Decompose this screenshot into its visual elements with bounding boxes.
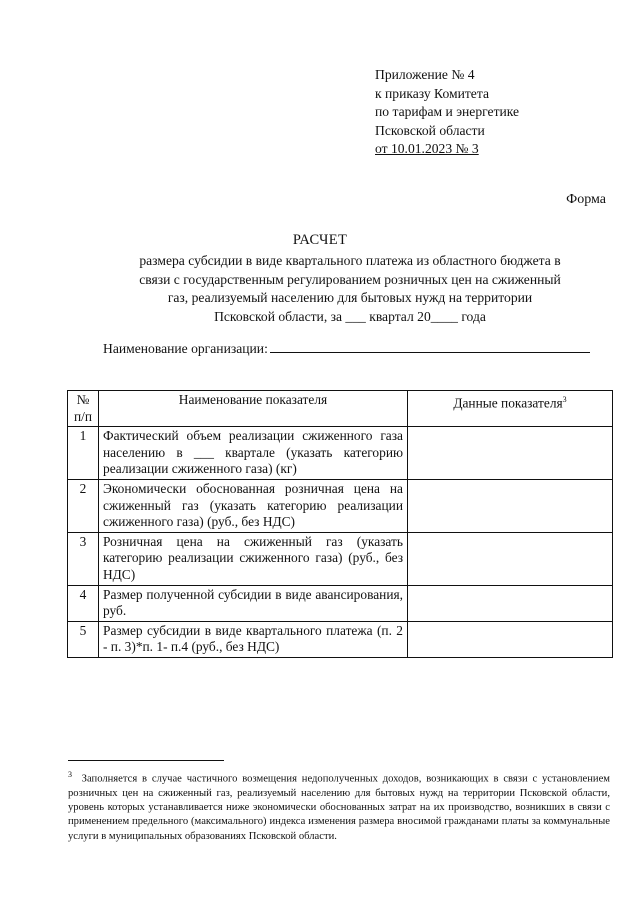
organization-field: [103, 340, 590, 357]
footnote-mark: 3: [68, 770, 72, 779]
header-value: [408, 391, 613, 427]
row-num: 5: [68, 621, 99, 657]
appendix-header: [375, 66, 519, 159]
document-subtitle: [100, 252, 600, 326]
row-num: 2: [68, 479, 99, 532]
row-num: 4: [68, 585, 99, 621]
organization-blank-line[interactable]: [270, 340, 590, 353]
table-row: [68, 621, 613, 657]
subtitle-line: размера субсидии в виде квартального платежа из областного бюджета в: [139, 253, 561, 268]
row-name: Размер субсидии в виде квартального платежа (п. 2 - п. 3)*п. 1- п.4 (руб., без НДС): [99, 621, 408, 657]
row-num: 3: [68, 532, 99, 585]
appendix-order-date: от 10.01.2023 № 3: [375, 141, 479, 157]
row-value-cell[interactable]: [408, 585, 613, 621]
row-num: 1: [68, 427, 99, 480]
row-value-cell[interactable]: [408, 621, 613, 657]
indicators-table: [67, 390, 613, 658]
row-value-cell[interactable]: [408, 479, 613, 532]
appendix-line: к приказу Комитета: [375, 85, 489, 101]
subtitle-line: газ, реализуемый населению для бытовых нужд на территории: [167, 290, 533, 306]
row-name: Экономически обоснованная розничная цена на сжиженный газ (указать категорию реализации сжиженного газа) (руб., без НДС): [99, 479, 408, 532]
footnote-ref: 3: [562, 395, 567, 404]
row-name: Розничная цена на сжиженный газ (указать категорию реализации сжиженного газа) (руб., без НДС): [99, 532, 408, 585]
row-name: Размер полученной субсидии в виде авансирования, руб.: [99, 585, 408, 621]
organization-label: Наименование организации:: [103, 341, 268, 356]
table-row: [68, 585, 613, 621]
table-row: [68, 427, 613, 480]
row-value-cell[interactable]: [408, 532, 613, 585]
table-header-row: [68, 391, 613, 427]
header-num: № п/п: [68, 391, 99, 427]
header-name: Наименование показателя: [99, 391, 408, 427]
appendix-line: по тарифам и энергетике: [375, 104, 520, 120]
form-label: Форма: [566, 192, 606, 207]
table-row: [68, 532, 613, 585]
header-value-label: Данные показателя: [453, 395, 563, 411]
row-value-cell[interactable]: [408, 427, 613, 480]
footnote: [68, 768, 610, 844]
subtitle-line: Псковской области, за ___ квартал 20____ года: [214, 308, 486, 324]
table-row: [68, 479, 613, 532]
document-title: РАСЧЕТ: [292, 232, 348, 248]
appendix-line: Псковской области: [375, 122, 485, 138]
appendix-line: Приложение № 4: [375, 67, 475, 82]
row-name: Фактический объем реализации сжиженного газа населению в ___ квартале (указать категорию реализации сжиженного газа) (кг): [99, 427, 408, 480]
subtitle-line: связи с государственным регулированием розничных цен на сжиженный: [139, 271, 561, 287]
footnote-divider: [68, 760, 224, 761]
footnote-text: Заполняется в случае частичного возмещения недополученных доходов, возникающих в связи с установлением розничных цен на сжиженный газ, реализуемый населению для бытовых нужд на территории Псковской области, уровень которых устанавливается ниже экономически обоснованных затрат на их производство, возникших в связи с применением предельного (максимального) индекса изменения размера вносимой гражданами платы за коммунальные услуги в муниципальных образованиях Псковской области.: [68, 773, 611, 842]
